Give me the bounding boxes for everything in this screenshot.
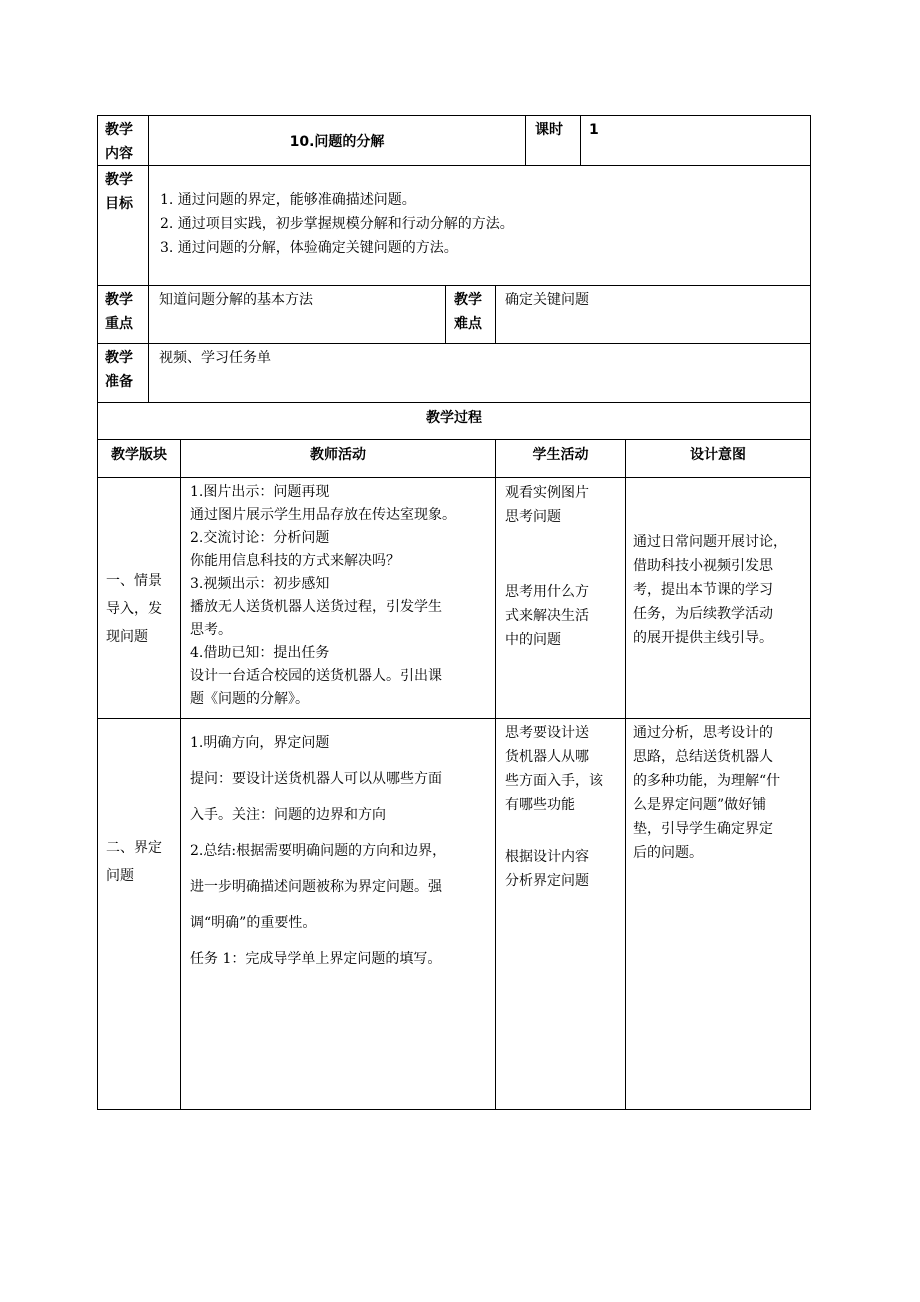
row1-section	[106, 567, 162, 651]
key-label	[105, 288, 133, 336]
intent-line: 任务，为后续教学活动	[633, 606, 773, 622]
section-line: 二、界定	[106, 840, 162, 856]
student-line: 有哪些功能	[505, 797, 575, 813]
row2-section-cell	[97, 718, 181, 1110]
content-value: 10.问题的分解	[289, 134, 385, 150]
objectives-label-line: 教学	[105, 172, 133, 188]
teacher-line: 3.视频出示：初步感知	[190, 576, 330, 592]
teacher-line: 题《问题的分解》。	[190, 691, 309, 707]
student-line: 式来解决生活	[505, 608, 589, 624]
teacher-line: 你能用信息科技的方式来解决吗？	[190, 553, 400, 569]
content-label	[105, 118, 133, 166]
period-value: 1	[589, 122, 599, 138]
section-line: 一、情景	[106, 573, 162, 589]
teacher-line: 1.图片出示：问题再现	[190, 484, 330, 500]
teacher-line: 通过图片展示学生用品存放在传达室现象。	[190, 507, 456, 523]
prep-label-line: 准备	[105, 374, 133, 390]
difficulty-label-line: 难点	[454, 316, 482, 332]
teacher-line: 思考。	[190, 622, 232, 638]
intent-line: 借助科技小视频引发思	[633, 558, 773, 574]
prep-label	[105, 346, 133, 394]
teacher-line: 调“明确”的重要性。	[190, 915, 317, 931]
student-line: 分析界定问题	[505, 873, 589, 889]
row1-student-a	[505, 481, 589, 529]
intent-line: 的展开提供主线引导。	[633, 630, 773, 646]
teacher-line: 进一步明确描述问题被称为界定问题。强	[190, 879, 442, 895]
teacher-line: 2.总结:根据需要明确问题的方向和边界，	[190, 843, 447, 859]
col-header-section: 教学版块	[111, 447, 167, 463]
intent-line: 的多种功能，为理解“什	[633, 773, 781, 789]
objective-item: 2. 通过项目实践，初步掌握规模分解和行动分解的方法。	[160, 216, 514, 232]
teacher-line: 1.明确方向，界定问题	[190, 735, 330, 751]
intent-line: 考，提出本节课的学习	[633, 582, 773, 598]
content-label-line: 内容	[105, 146, 133, 162]
col-header-intent: 设计意图	[690, 447, 746, 463]
teacher-line: 播放无人送货机器人送货过程，引发学生	[190, 599, 442, 615]
objectives-label-line: 目标	[105, 196, 133, 212]
row1-teacher	[190, 481, 456, 711]
section-line: 问题	[106, 868, 134, 884]
objective-item: 1. 通过问题的界定，能够准确描述问题。	[160, 192, 416, 208]
section-line: 导入，发	[106, 601, 162, 617]
row2-student-a	[505, 721, 603, 817]
student-line: 货机器人从哪	[505, 749, 589, 765]
student-line: 思考用什么方	[505, 584, 589, 600]
row2-section	[106, 834, 162, 890]
col-header-student: 学生活动	[532, 447, 589, 463]
teacher-line: 4.借助已知：提出任务	[190, 645, 330, 661]
key-value: 知道问题分解的基本方法	[159, 292, 313, 308]
col-header-teacher: 教师活动	[310, 447, 366, 463]
period-label: 课时	[535, 122, 563, 138]
intent-line: 后的问题。	[633, 845, 703, 861]
student-line: 观看实例图片	[505, 485, 589, 501]
key-label-line: 教学	[105, 292, 133, 308]
teacher-line: 2.交流讨论：分析问题	[190, 530, 330, 546]
difficulty-label	[454, 288, 482, 336]
teacher-line: 入手。关注：问题的边界和方向	[190, 807, 386, 823]
row2-student-b	[505, 845, 589, 893]
prep-value: 视频、学习任务单	[159, 350, 271, 366]
row1-intent	[633, 530, 787, 650]
row2-teacher	[190, 725, 446, 977]
objectives-list	[160, 188, 514, 260]
row1-student-b	[505, 580, 589, 652]
student-line: 根据设计内容	[505, 849, 589, 865]
difficulty-label-line: 教学	[454, 292, 482, 308]
section-line: 现问题	[106, 629, 148, 645]
objectives-label	[105, 168, 133, 216]
student-line: 思考要设计送	[505, 725, 589, 741]
student-line: 些方面入手，该	[505, 773, 603, 789]
student-line: 中的问题	[505, 632, 561, 648]
teacher-line: 任务 1：完成导学单上界定问题的填写。	[190, 951, 442, 967]
key-label-line: 重点	[105, 316, 133, 332]
difficulty-value: 确定关键问题	[505, 292, 589, 308]
intent-line: 通过日常问题开展讨论，	[633, 534, 787, 550]
row2-intent	[633, 721, 780, 865]
prep-label-line: 教学	[105, 350, 133, 366]
intent-line: 么是界定问题”做好铺	[633, 797, 767, 813]
intent-line: 通过分析，思考设计的	[633, 725, 773, 741]
content-label-line: 教学	[105, 122, 133, 138]
intent-line: 思路，总结送货机器人	[633, 749, 773, 765]
student-line: 思考问题	[505, 509, 561, 525]
teacher-line: 设计一台适合校园的送货机器人。引出课	[190, 668, 442, 684]
intent-line: 垫，引导学生确定界定	[633, 821, 773, 837]
teacher-line: 提问：要设计送货机器人可以从哪些方面	[190, 771, 442, 787]
process-title: 教学过程	[426, 410, 482, 426]
period-value-cell	[580, 115, 811, 166]
objective-item: 3. 通过问题的分解，体验确定关键问题的方法。	[160, 240, 458, 256]
